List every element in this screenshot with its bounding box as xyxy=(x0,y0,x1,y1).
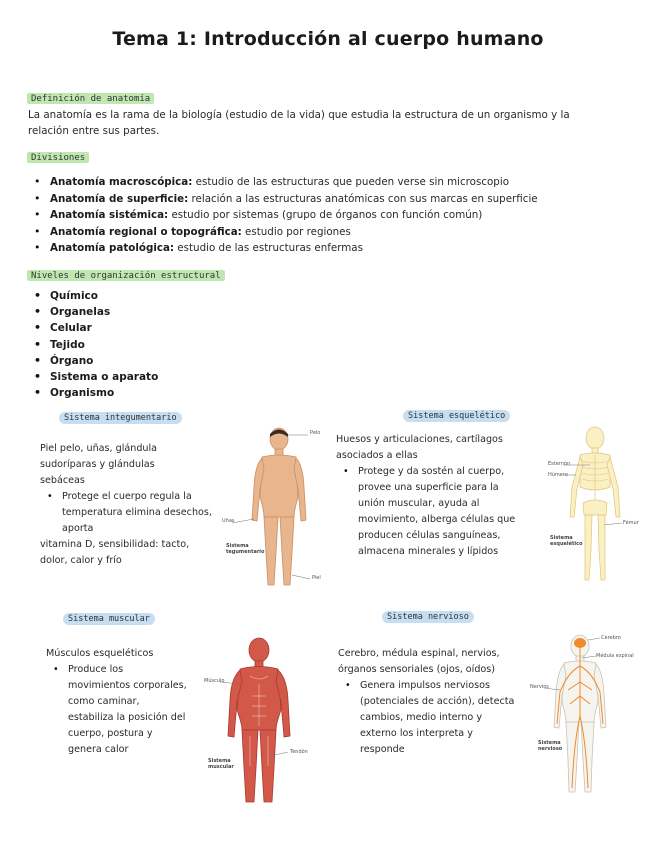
muscular-figure xyxy=(204,636,324,814)
label-unas: Uñas xyxy=(222,518,235,524)
division-desc: estudio de las estructuras que pueden verse sin microscopio xyxy=(192,176,509,188)
division-term: Anatomía sistémica: xyxy=(50,209,169,221)
section-heading-divisiones: Divisiones xyxy=(27,152,89,163)
muscular-text xyxy=(46,646,206,758)
tegumentario-text xyxy=(40,441,210,569)
list-item xyxy=(28,240,538,257)
figure-caption: Sistema esquelético xyxy=(550,535,583,547)
esqueletico-bullet: • Protege y da sostén al cuerpo, provee una superficie para la unión muscular, ayuda al movimiento, alberga células que producen células sanguíneas, almacena minerales y lípidos xyxy=(336,464,518,560)
figure-caption: Sistema nervioso xyxy=(538,740,563,752)
list-item: • Organelas xyxy=(28,304,158,320)
heading-sistema-muscular: Sistema muscular xyxy=(63,613,155,625)
list-item xyxy=(28,207,538,224)
integumentary-figure xyxy=(222,425,337,600)
list-item: • Sistema o aparato xyxy=(28,369,158,385)
list-item xyxy=(28,224,538,241)
division-desc: estudio por regiones xyxy=(241,225,351,238)
label-esternon: Esternón xyxy=(548,461,571,467)
definicion-text: La anatomía es la rama de la biología (estudio de la vida) que estudia la estructura de un organismo y la relación entre sus partes. xyxy=(28,109,570,137)
list-item: • Órgano xyxy=(28,353,158,369)
section-heading-definicion: Definición de anatomía xyxy=(27,93,154,104)
esqueletico-intro: Huesos y articulaciones, cartílagos asociados a ellas xyxy=(336,434,503,461)
list-item: • Organismo xyxy=(28,385,158,401)
list-item: • Químico xyxy=(28,288,158,304)
tegumentario-tail-text: vitamina D, sensibilidad: tacto, dolor, calor y frío xyxy=(40,539,190,566)
figure-caption: Sistema muscular xyxy=(208,758,234,770)
label-pelo: Pelo xyxy=(310,430,321,436)
page-title: Tema 1: Introducción al cuerpo humano xyxy=(112,28,544,50)
esqueletico-text xyxy=(336,432,526,560)
label-humero: Húmero xyxy=(548,472,568,478)
nervioso-bullet: • Genera impulsos nerviosos (potenciales de acción), detecta cambios, medio interno y externo los interpreta y responde xyxy=(338,678,520,758)
label-tendon: Tendón xyxy=(290,749,308,755)
heading-sistema-esqueletico: Sistema esquelético xyxy=(403,410,510,422)
division-term: Anatomía de superficie: xyxy=(50,192,189,205)
label-cerebro: Cerebro xyxy=(601,635,621,641)
label-femur: Fémur xyxy=(623,520,639,526)
list-item: • Tejido xyxy=(28,337,158,353)
nervioso-intro: Cerebro, médula espinal, nervios, órganos sensoriales (ojos, oídos) xyxy=(338,648,500,675)
muscular-bullet: • Produce los movimientos corporales, como caminar, estabiliza la posición del cuerpo, postura y genera calor xyxy=(46,662,188,758)
division-term: Anatomía macroscópica: xyxy=(50,176,193,188)
tegumentario-intro: Piel pelo, uñas, glándula sudoríparas y glándulas sebáceas xyxy=(40,443,158,486)
heading-sistema-nervioso: Sistema nervioso xyxy=(382,611,474,623)
nervous-figure xyxy=(530,632,650,804)
skeletal-figure xyxy=(540,425,650,590)
nervioso-text xyxy=(338,646,528,758)
list-item xyxy=(28,191,538,208)
section-heading-niveles: Niveles de organización estructural xyxy=(27,270,225,281)
division-desc: estudio de las estructuras enfermas xyxy=(174,242,363,254)
muscular-intro: Músculos esqueléticos xyxy=(46,648,154,659)
list-item xyxy=(28,174,538,191)
division-desc: relación a las estructuras anatómicas con sus marcas en superficie xyxy=(188,192,538,205)
label-musculo: Músculo xyxy=(204,678,225,684)
list-item: • Celular xyxy=(28,320,158,336)
label-nervios: Nervios xyxy=(530,684,549,690)
division-term: Anatomía patológica: xyxy=(50,242,175,254)
label-medula: Médula espinal xyxy=(596,653,634,659)
niveles-list xyxy=(28,288,158,401)
tegumentario-bullet: • Protege el cuerpo regula la temperatura elimina desechos, aporta xyxy=(40,489,212,537)
divisiones-list xyxy=(28,174,538,257)
figure-caption: Sistema tegumentario xyxy=(226,543,265,555)
heading-sistema-tegumentario: Sistema integumentario xyxy=(59,412,182,424)
division-desc: estudio por sistemas (grupo de órganos con función común) xyxy=(168,209,483,221)
division-term: Anatomía regional o topográfica: xyxy=(50,225,242,238)
tegumentario-tail xyxy=(40,537,210,569)
label-piel: Piel xyxy=(312,575,321,581)
